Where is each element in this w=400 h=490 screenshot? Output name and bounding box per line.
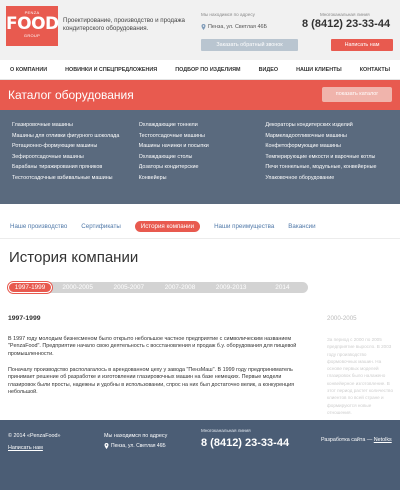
catalog-panel	[0, 80, 400, 204]
developer-credit	[321, 437, 392, 443]
footer-write-us-link[interactable]: Написать нам	[8, 445, 43, 451]
catalog-title: Каталог оборудования	[8, 88, 134, 102]
catalog-link[interactable]: Мармеладоотливочные машины	[265, 132, 347, 139]
nav-item-news[interactable]: НОВИНКИ И СПЕЦПРЕДЛОЖЕНИЯ	[65, 66, 158, 73]
callback-button[interactable]: Заказать обратный звонок	[201, 39, 298, 51]
developer-label: Разработка сайта —	[321, 437, 373, 443]
catalog-column-3	[265, 120, 392, 183]
period-title: 1997-1999	[8, 315, 41, 322]
about-subnav	[10, 221, 316, 232]
nav-item-video[interactable]: ВИДЕО	[258, 66, 279, 73]
tagline: Проектирование, производство и продажа кондитерского оборудования.	[63, 17, 185, 32]
timeline-period[interactable]: 2014	[275, 284, 290, 291]
catalog-link[interactable]: Дозаторы кондитерские	[138, 164, 199, 170]
nav-item-about[interactable]: О КОМПАНИИ	[10, 66, 48, 73]
catalog-link[interactable]: Охлаждающие тоннели	[138, 122, 198, 128]
map-pin-icon	[201, 24, 206, 30]
catalog-link[interactable]: Декораторы кондитерских изделий	[265, 122, 353, 128]
timeline-period[interactable]: 2000-2005	[62, 284, 93, 291]
footer-address	[104, 443, 166, 449]
catalog-link[interactable]: Ротационно-формующие машины	[12, 143, 98, 149]
phone-caption: Многоканальная линия	[320, 12, 370, 17]
catalog-column-1	[12, 120, 139, 183]
address-text: Пенза, ул. Светлая 46Б	[208, 24, 267, 30]
history-timeline	[8, 282, 308, 293]
page-title: История компании	[9, 249, 139, 266]
next-period-title: 2000-2005	[327, 315, 357, 322]
catalog-link[interactable]: Охлаждающие столы	[138, 153, 193, 160]
timeline-period[interactable]: 2007-2008	[164, 284, 196, 291]
catalog-header	[0, 80, 400, 110]
catalog-link[interactable]: Конвейеры	[138, 174, 167, 181]
footer-address-caption: Мы находимся по адресу	[104, 433, 168, 439]
catalog-link[interactable]: Темперирующие емкости и варочные котлы	[265, 153, 376, 160]
logo-top: PENZA	[24, 10, 40, 15]
divider	[0, 238, 400, 239]
site-footer	[0, 420, 400, 490]
subnav-certificates[interactable]: Сертификаты	[81, 223, 121, 230]
history-paragraph: В 1997 году молодым бизнесменом было открыто небольшое частное предприятие с символическим названием "PenzaFood". Предприятие начало свою деятельность с восстановления и продаж б.у. оборудования для пищевой промышленности.	[8, 336, 297, 357]
catalog-link[interactable]: Зефироотсадочные машины	[12, 153, 84, 160]
footer-phone-number[interactable]: 8 (8412) 23-33-44	[201, 437, 290, 449]
map-pin-icon	[104, 443, 109, 449]
catalog-link[interactable]: Машины для отливки фигурного шоколада	[12, 132, 120, 139]
history-paragraph: Поначалу производство располагалось в арендованном цеху у завода "ПензМаш". В 1999 году предприниматель принимает решение об разработке и изготовлении глазировочных машин на базе немецких. Первые модели глазировок были просты, надежны и удобны в использовании, спрос на них был достаточно велик, а конкуренция небольшой.	[8, 367, 295, 395]
address	[201, 24, 267, 30]
nav-item-contacts[interactable]: КОНТАКТЫ	[359, 66, 390, 73]
timeline-period[interactable]: 2009-2013	[215, 284, 247, 291]
catalog-link[interactable]: Тестоотсадочные машины	[138, 132, 205, 139]
footer-address-text: Пенза, ул. Светлая 46Б	[111, 443, 166, 449]
copyright: © 2014 «PenzaFood»	[8, 433, 61, 439]
show-catalog-button[interactable]: показать каталог	[322, 87, 392, 102]
timeline-period-selected[interactable]: 1997-1999	[8, 282, 52, 293]
next-period-text: За период с 2000 по 2005 предприятие выросло. В 2003 году производство формовочных машин. На основе первых моделей глазировок было налажено конвейерное изготовление. В этот период растет количество клиентов по всей стране и формируются новые отношения.	[327, 337, 393, 415]
catalog-link[interactable]: Тестоотсадочные взбивальные машины	[12, 174, 113, 181]
catalog-columns	[12, 120, 392, 183]
logo-main: FOOD	[6, 14, 59, 34]
developer-link[interactable]: Netolks	[373, 437, 392, 443]
main-nav	[0, 60, 400, 80]
catalog-link[interactable]: Печи тоннельные, модульные, конвейерные	[265, 164, 377, 170]
logo-bottom: GROUP	[23, 33, 41, 38]
subnav-history[interactable]: История компании	[135, 221, 200, 232]
site-header	[0, 0, 400, 60]
address-caption: Мы находимся по адресу	[201, 12, 255, 17]
subnav-advantages[interactable]: Наши преимущества	[214, 223, 275, 230]
catalog-link[interactable]: Конфетоформующие машины	[265, 143, 341, 149]
catalog-link[interactable]: Упаковочное оборудование	[265, 174, 335, 181]
nav-item-selection[interactable]: ПОДБОР ПО ИЗДЕЛИЯМ	[175, 66, 241, 73]
write-us-button[interactable]: Написать нам	[331, 39, 393, 51]
catalog-column-2	[139, 120, 266, 183]
subnav-production[interactable]: Наше производство	[10, 223, 68, 230]
nav-item-clients[interactable]: НАШИ КЛИЕНТЫ	[296, 66, 342, 73]
timeline-period[interactable]: 2005-2007	[113, 284, 145, 291]
phone-number[interactable]: 8 (8412) 23-33-44	[302, 18, 391, 30]
catalog-link[interactable]: Барабаны тиражирования пряников	[12, 164, 103, 170]
subnav-vacancies[interactable]: Вакансии	[288, 223, 316, 230]
logo[interactable]	[6, 6, 58, 46]
catalog-link[interactable]: Машины начинки и посыпки	[138, 143, 209, 149]
footer-phone-caption: Многоканальная линия	[201, 428, 251, 433]
catalog-link[interactable]: Глазировочные машины	[12, 122, 73, 128]
